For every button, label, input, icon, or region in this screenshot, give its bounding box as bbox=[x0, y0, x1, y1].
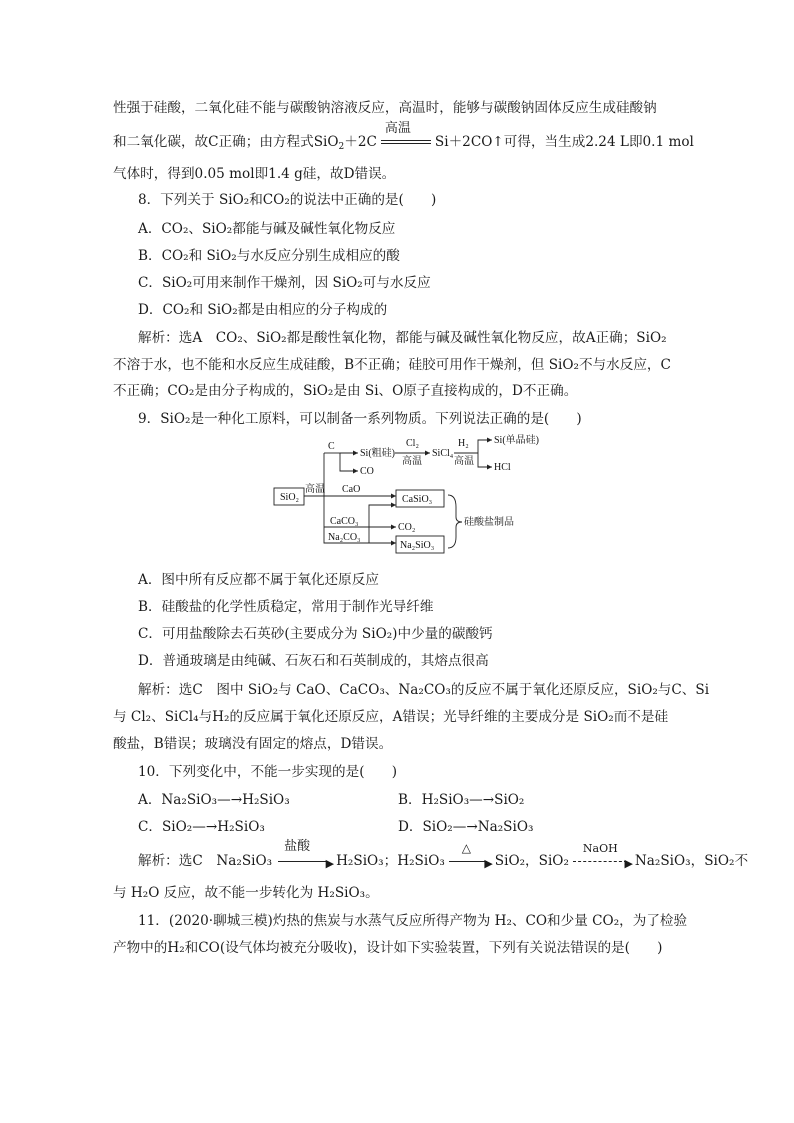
label-cl2: Cl₂ bbox=[406, 438, 419, 449]
q8-option-c: C．SiO₂可用来制作干燥剂，因 SiO₂可与水反应 bbox=[138, 275, 431, 291]
label-gaowen-3: 高温 bbox=[454, 456, 474, 467]
label-co: CO bbox=[360, 466, 374, 477]
label-sicl4: SiCl₄ bbox=[432, 448, 454, 459]
label-h2: H₂ bbox=[458, 438, 469, 449]
q8-analysis-line: 不溶于水，也不能和水反应生成硅酸，B不正确；硅胶可用作干燥剂，但 SiO₂不与水反应，C bbox=[113, 357, 671, 373]
label-cao: CaO bbox=[342, 484, 361, 495]
equals-line-bottom bbox=[381, 143, 431, 144]
text-fragment: Si＋2CO↑可得，当生成2.24 L即0.1 mol bbox=[434, 134, 694, 150]
q9-option-d: D．普通玻璃是由纯碱、石灰石和石英制成的，其熔点很高 bbox=[138, 653, 489, 669]
q8-option-b: B．CO₂和 SiO₂与水反应分别生成相应的酸 bbox=[138, 248, 400, 264]
q8-analysis-line: 不正确；CO₂是由分子构成的，SiO₂是由 Si、O原子直接构成的，D不正确。 bbox=[113, 383, 578, 399]
text-fragment: H₂SiO₃；H₂SiO₃ bbox=[336, 853, 445, 869]
q9-option-b: B．硅酸盐的化学性质稳定，常用于制作光导纤维 bbox=[138, 599, 434, 615]
label-na2sio3: Na₂SiO₃ bbox=[400, 540, 435, 551]
question-9-stem: 9．SiO₂是一种化工原料，可以制备一系列物质。下列说法正确的是( ) bbox=[138, 411, 582, 427]
q9-option-c: C．可用盐酸除去石英砂(主要成分为 SiO₂)中少量的碳酸钙 bbox=[138, 626, 493, 642]
condition-label: 高温 bbox=[384, 121, 411, 136]
silica-reaction-diagram bbox=[272, 425, 539, 565]
q10-analysis-line bbox=[138, 839, 749, 871]
label-co2: CO₂ bbox=[398, 522, 416, 533]
question-8-stem: 8．下列关于 SiO₂和CO₂的说法中正确的是( ) bbox=[138, 192, 437, 208]
label-si-single: Si(单晶硅) bbox=[494, 435, 539, 446]
paragraph-line bbox=[113, 121, 694, 152]
label-caco3: CaCO₃ bbox=[330, 516, 359, 527]
q10-option-d: D．SiO₂—→Na₂SiO₃ bbox=[398, 819, 534, 835]
label-casio3: CaSiO₃ bbox=[402, 494, 433, 505]
question-11-stem-cont: 产物中的H₂和CO(设气体均被充分吸收)，设计如下实验装置，下列有关说法错误的是( ) bbox=[113, 940, 663, 956]
q8-option-d: D．CO₂和 SiO₂都是由相应的分子构成的 bbox=[138, 302, 388, 318]
label-c: C bbox=[328, 441, 335, 452]
text-fragment: Na₂SiO₃，SiO₂不 bbox=[634, 853, 749, 869]
q10-option-b: B．H₂SiO₃—→SiO₂ bbox=[398, 792, 525, 808]
label-silicate-products: 硅酸盐制品 bbox=[464, 517, 514, 528]
condition-label: NaOH bbox=[582, 842, 618, 855]
condition-arrow bbox=[445, 841, 495, 871]
label-si-crude: Si(粗硅) bbox=[360, 448, 395, 459]
label-gaowen-2: 高温 bbox=[402, 456, 422, 467]
question-11-stem: 11．(2020·聊城三模)灼热的焦炭与水蒸气反应所得产物为 H₂、CO和少量 CO₂，为了检验 bbox=[138, 913, 688, 929]
q9-analysis-line: 解析：选C 图中 SiO₂与 CaO、CaCO₃、Na₂CO₃的反应不属于氧化还原反应，SiO₂与C、Si bbox=[138, 682, 710, 698]
arrow-head: ▶ bbox=[325, 857, 335, 870]
q10-option-c: C．SiO₂—→H₂SiO₃ bbox=[138, 819, 265, 835]
question-10-stem: 10．下列变化中，不能一步实现的是( ) bbox=[138, 764, 397, 780]
arrow-line bbox=[573, 861, 627, 862]
label-sio2: SiO₂ bbox=[280, 492, 300, 503]
text-fragment: SiO₂，SiO₂ bbox=[494, 853, 569, 869]
q10-analysis-line: 与 H₂O 反应，故不能一步转化为 H₂SiO₃。 bbox=[113, 885, 379, 901]
q10-option-a: A．Na₂SiO₃—→H₂SiO₃ bbox=[138, 792, 290, 808]
text-fragment: 解析：选C Na₂SiO₃ bbox=[138, 853, 273, 869]
condition-label: △ bbox=[461, 841, 472, 855]
paragraph-line: 气体时，得到0.05 mol即1.4 g硅，故D错误。 bbox=[113, 166, 396, 182]
equals-line-top bbox=[381, 140, 431, 141]
condition-arrow bbox=[569, 842, 635, 871]
subscript: 2 bbox=[338, 142, 345, 152]
paragraph-line: 性强于硅酸，二氧化硅不能与碳酸钠溶液反应，高温时，能够与碳酸钠固体反应生成硅酸钠 bbox=[113, 100, 657, 116]
arrow-line bbox=[278, 861, 328, 862]
label-gaowen-1: 高温 bbox=[305, 484, 325, 495]
arrow-head: ▶ bbox=[484, 857, 493, 870]
condition-arrow bbox=[272, 839, 336, 871]
q8-option-a: A．CO₂、SiO₂都能与碱及碱性氧化物反应 bbox=[138, 221, 396, 237]
label-na2co3: Na₂CO₃ bbox=[328, 532, 361, 543]
arrow-head: ▶ bbox=[624, 857, 633, 870]
q9-analysis-line: 酸盐，B错误；玻璃没有固定的熔点，D错误。 bbox=[113, 736, 393, 752]
condition-arrow bbox=[377, 121, 435, 152]
q9-analysis-line: 与 Cl₂、SiCl₄与H₂的反应属于氧化还原反应，A错误；光导纤维的主要成分是 SiO₂而不是硅 bbox=[113, 709, 669, 725]
label-hcl: HCl bbox=[494, 462, 511, 473]
text-fragment: ＋2C bbox=[344, 134, 377, 150]
arrow-line bbox=[449, 861, 487, 862]
condition-label: 盐酸 bbox=[284, 839, 311, 854]
q8-analysis-line: 解析：选A CO₂、SiO₂都是酸性氧化物，都能与碱及碱性氧化物反应，故A正确；SiO₂ bbox=[138, 330, 667, 346]
text-fragment: 和二氧化碳，故C正确；由方程式SiO bbox=[113, 134, 339, 150]
q9-option-a: A．图中所有反应都不属于氧化还原反应 bbox=[138, 572, 379, 588]
